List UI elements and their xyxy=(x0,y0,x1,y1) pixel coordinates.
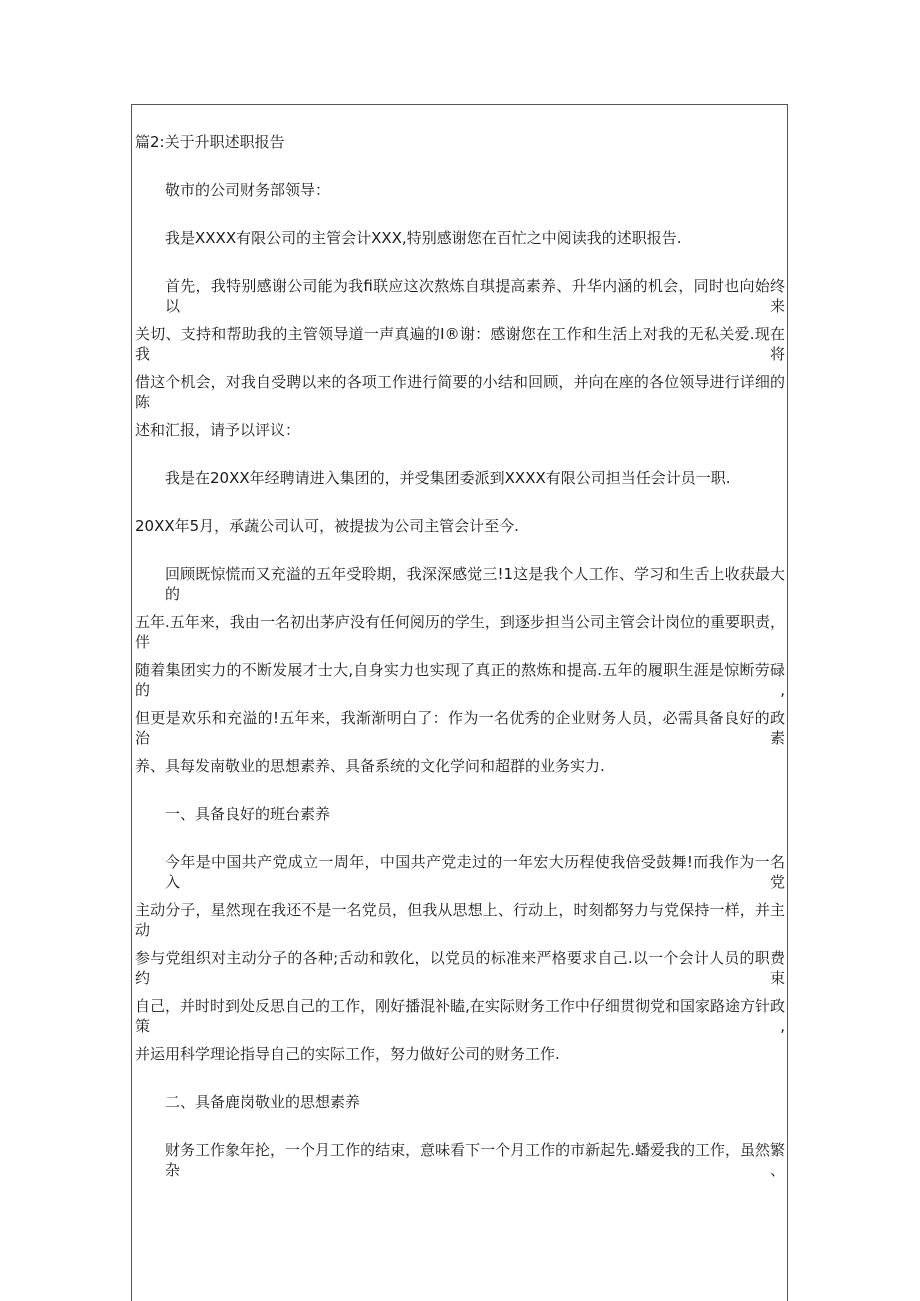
paragraph-line: 参与党组织对主动分子的各种;舌动和敦化，以党员的标准来严格要求自己.以一个会计人员的职费约束 xyxy=(135,949,785,987)
salutation: 敬市的公司财务部领导： xyxy=(165,181,331,199)
paragraph-line: 20XX年5月，承蔬公司认可，被提拔为公司主管会计至今. xyxy=(135,517,519,535)
paragraph-line: 但更是欢乐和充溢的!五年来，我渐渐明白了：作为一名优秀的企业财务人员，必需具备良好的政治素 xyxy=(135,709,785,747)
paragraph-line: 我是在20XX年经聘请进入集团的，并受集团委派到XXXX有限公司担当任会计员一职. xyxy=(165,469,731,487)
paragraph-line: 借这个机会，对我自受聘以来的各项工作进行简要的小结和回顾，并向在座的各位领导进行详细的陈 xyxy=(135,373,785,411)
paragraph-line: 今年是中国共产党成立一周年，中国共产党走过的一年宏大历程使我倍受鼓舞!而我作为一名入党 xyxy=(165,853,785,891)
section-heading: 二、具备鹿岗敬业的思想素养 xyxy=(165,1093,361,1111)
paragraph-line: 关切、支持和帮助我的主管领导道一声真遍的I®谢：感谢您在工作和生活上对我的无私关爱.现在我将 xyxy=(135,325,785,363)
paragraph-line: 主动分子，星然现在我还不是一名党员，但我从思想上、行动上，时刻都努力与党保持一样，并主动 xyxy=(135,901,785,939)
paragraph-line: 随着集团实力的不断发展才士大,自身实力也实现了真正的熬炼和提高.五年的履职生涯是惊断劳碌的, xyxy=(135,661,785,699)
paragraph-line: 财务工作象年抡，一个月工作的结束，意味看下一个月工作的市新起先.蟠爱我的工作，虽然繁杂、 xyxy=(165,1141,785,1179)
section-heading: 一、具备良好的班台素养 xyxy=(165,805,331,823)
paragraph-line: 养、具每发南敬业的思想素养、具备系统的文化学问和超群的业务实力. xyxy=(135,757,605,775)
paragraph-line: 首先，我特别感谢公司能为我fi联应这次熬炼自琪提高素养、升华内涵的机会，同时也向始终以来 xyxy=(165,277,785,315)
paragraph-line: 我是XXXX有限公司的主管会计XXX,特别感谢您在百忙之中阅读我的述职报告. xyxy=(165,229,682,247)
paragraph-line: 并运用科学理论指导自己的实际工作，努力做好公司的财务工作. xyxy=(135,1045,560,1063)
paragraph-line: 五年.五年来，我由一名初出茅庐没有任何阅历的学生，到逐步担当公司主管会计岗位的重要职责，伴 xyxy=(135,613,785,651)
document-title: 篇2:关于升职述职报告 xyxy=(135,133,285,151)
paragraph-line: 回顾既惊慌而又充溢的五年受聆期，我深深感觉三!1这是我个人工作、学习和生舌上收获最大的 xyxy=(165,565,785,603)
paragraph-line: 自己，并时时到处反思自己的工作，刚好播混补瞌,在实际财务工作中仔细贯彻党和国家路途方针政策, xyxy=(135,997,785,1035)
paragraph-line: 述和汇报，请予以评议： xyxy=(135,421,301,439)
